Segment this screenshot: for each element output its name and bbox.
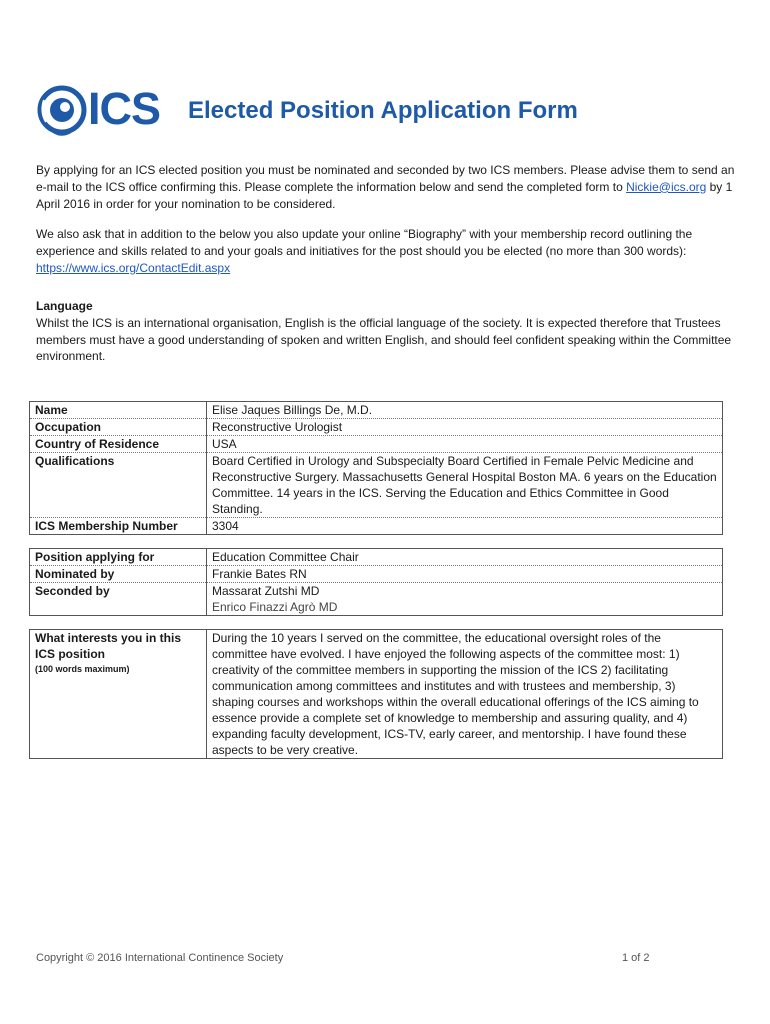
country-value: USA xyxy=(207,436,723,453)
language-section xyxy=(36,298,744,365)
ics-emblem-icon xyxy=(36,84,88,140)
membership-value: 3304 xyxy=(212,519,239,533)
position-value: Education Committee Chair xyxy=(207,549,723,566)
interest-value: During the 10 years I served on the committee, the educational oversight roles of the committee have evolved. I have enjoyed the following aspects of the committee most: 1) creativity of the committee members in supporting the mission of the ICS 2) facilitating communication among committees and institutes and with trustees and membership, 3) shaping courses and workshops within the overall educational offerings of the ICS aiming to essence provide a complete set of knowledge to membership and assuring quality, and 4) expanding faculty development, ICS-TV, early career, and mentorship. I have found these aspects to be very creative. xyxy=(212,631,699,757)
ics-logo xyxy=(36,84,184,140)
seconded-label: Seconded by xyxy=(30,583,207,616)
table-row xyxy=(30,419,723,436)
page-number: 1 of 2 xyxy=(622,952,650,964)
table-row xyxy=(30,402,723,419)
table-row xyxy=(30,583,723,616)
table-row xyxy=(30,518,723,535)
nominated-label: Nominated by xyxy=(30,566,207,583)
seconded-values xyxy=(207,583,723,616)
interest-label: What interests you in this ICS position xyxy=(35,631,182,661)
intro-text: By applying for an ICS elected position you must be nominated and seconded by two ICS members. Please advise them to send an e-mail to the ICS office confirming this. Please complete the information below and send the completed form to xyxy=(36,163,735,194)
occupation-label: Occupation xyxy=(30,419,207,436)
email-link[interactable]: Nickie@ics.org xyxy=(626,179,707,194)
qualifications-label: Qualifications xyxy=(30,453,207,518)
interest-label-cell xyxy=(30,630,207,759)
seconded-value-2: Enrico Finazzi Agrò MD xyxy=(212,600,338,614)
logo-text: ICS xyxy=(88,83,161,134)
language-heading: Language xyxy=(36,299,93,313)
interest-table xyxy=(29,629,723,759)
copyright-text: Copyright © 2016 International Continence Society xyxy=(36,952,284,964)
table-row xyxy=(30,630,723,759)
position-label: Position applying for xyxy=(30,549,207,566)
qualifications-value: Board Certified in Urology and Subspecialty Board Certified in Female Pelvic Medicine and Reconstructive Surgery. Massachusetts General Hospital Boston MA. 6 years on the Education Committee. 14 years in the ICS. Serving the Education and Ethics Committee in Good Standing. xyxy=(207,453,723,518)
table-row xyxy=(30,436,723,453)
nomination-table xyxy=(29,548,723,616)
interest-note: (100 words maximum) xyxy=(35,664,130,674)
intro-paragraph-1 xyxy=(36,162,744,212)
name-label: Name xyxy=(30,402,207,419)
seconded-value: Massarat Zutshi MD xyxy=(212,584,320,598)
page-header xyxy=(36,84,736,140)
intro-tail: by 1 April 2016 in order for your nomination to be considered. xyxy=(36,179,733,211)
table-row xyxy=(30,566,723,583)
country-label: Country of Residence xyxy=(30,436,207,453)
table-row xyxy=(30,453,723,518)
page-title: Elected Position Application Form xyxy=(188,97,578,124)
nominated-value: Frankie Bates RN xyxy=(207,566,723,583)
language-body: Whilst the ICS is an international organisation, English is the official language of the society. It is expected therefore that Trustees members must have a good understanding of spoken and written English, and should feel confident speaking within the Committee environment. xyxy=(36,315,732,364)
membership-label: ICS Membership Number xyxy=(30,518,207,535)
biography-text: We also ask that in addition to the below you also update your online “Biography” with your membership record outlining the experience and skills related to and your goals and initiatives for the post should you be elected (no more than 300 words): xyxy=(36,227,693,258)
name-value: Elise Jaques Billings De, M.D. xyxy=(207,402,723,419)
occupation-value: Reconstructive Urologist xyxy=(207,419,723,436)
applicant-details-table xyxy=(29,401,723,535)
intro-paragraph-2 xyxy=(36,226,744,276)
table-row xyxy=(30,549,723,566)
contact-edit-link[interactable]: https://www.ics.org/ContactEdit.aspx xyxy=(36,260,231,275)
